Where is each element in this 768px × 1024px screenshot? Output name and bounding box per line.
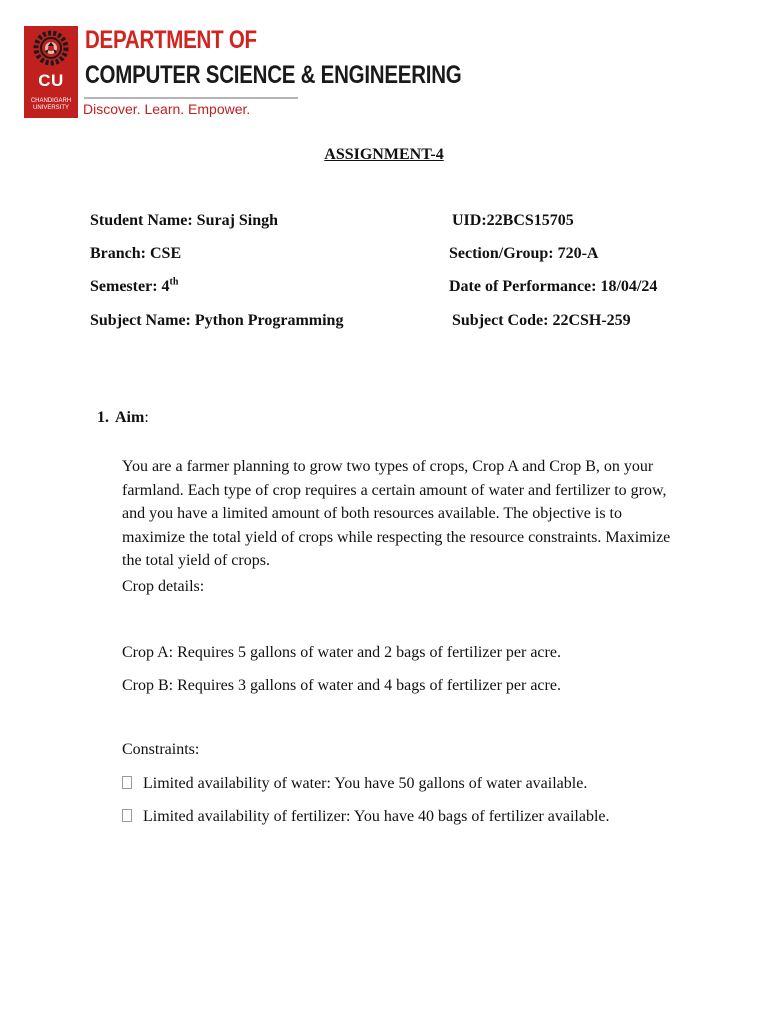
section-number: 1. [97,409,109,426]
semester-suffix: th [169,276,179,288]
section-colon: : [144,409,149,426]
constraint-water: Limited availability of water: You have 50 gallons of water available. [143,775,588,792]
crop-a-details: Crop A: Requires 5 gallons of water and 2 bags of fertilizer per acre. [122,644,561,661]
logo-text: CU [38,71,64,90]
constraints-label: Constraints: [122,741,200,758]
subject-name: Subject Name: Python Programming [90,312,344,329]
date-of-performance: Date of Performance: 18/04/24 [449,278,658,295]
student-uid: UID:22BCS15705 [452,212,574,229]
section-group: Section/Group: 720-A [449,245,599,262]
list-item [122,775,587,793]
university-logo [24,26,78,118]
subject-code: Subject Code: 22CSH-259 [452,312,631,329]
crop-details-label: Crop details: [122,578,205,595]
department-header [24,26,464,120]
bullet-box-icon [122,776,132,789]
list-item [122,808,610,826]
semester-label: Semester: 4 [90,278,170,295]
logo-subtext: CHANDIGARH UNIVERSITY [30,98,72,111]
section-heading [97,409,149,427]
semester [90,278,178,296]
section-title: Aim [115,409,145,426]
gear-emblem-icon [24,26,78,76]
branch: Branch: CSE [90,245,182,262]
bullet-box-icon [122,809,132,822]
crop-b-details: Crop B: Requires 3 gallons of water and 4 bags of fertilizer per acre. [122,677,561,694]
department-title-line1: DEPARTMENT OF [85,26,257,54]
constraint-fertilizer: Limited availability of fertilizer: You have 40 bags of fertilizer available. [143,808,610,825]
header-divider [84,97,298,99]
tagline: Discover. Learn. Empower. [83,101,251,117]
department-title-line2: COMPUTER SCIENCE & ENGINEERING [85,61,462,89]
aim-paragraph: You are a farmer planning to grow two types of crops, Crop A and Crop B, on your farmland. Each type of crop requires a certain amount of water and fertilizer to grow, and you have a limited amount of both resources available. The objective is to maximize the total yield of crops while respecting the resource constraints. Maximize the total yield of crops. [122,458,671,569]
assignment-title: ASSIGNMENT-4 [324,146,444,163]
student-name: Student Name: Suraj Singh [90,212,279,229]
